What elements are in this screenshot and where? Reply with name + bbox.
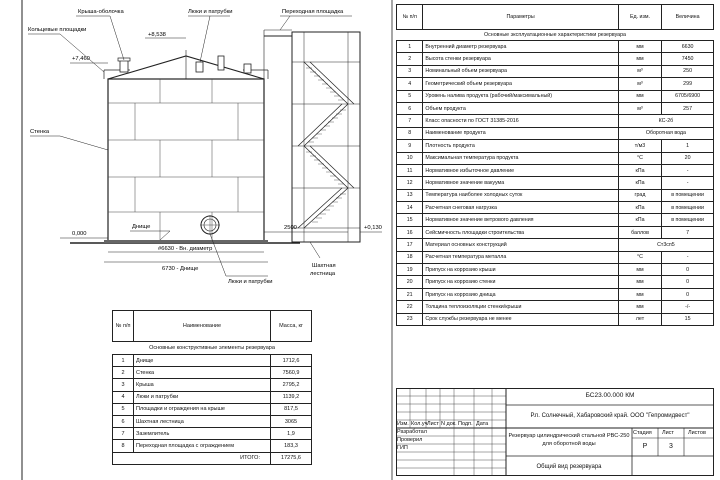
tech-cell: кПа bbox=[618, 177, 661, 189]
elements-table bbox=[112, 310, 312, 465]
stamp-col-izm: Изм. bbox=[397, 421, 409, 427]
table-row bbox=[397, 90, 714, 102]
tech-cell: 15 bbox=[662, 313, 714, 325]
elements-cell: 183,3 bbox=[271, 440, 312, 452]
table-row bbox=[397, 65, 714, 77]
tech-cell: Припуск на коррозию крыши bbox=[423, 264, 618, 276]
tech-cell: Расчетная температура металла bbox=[423, 251, 618, 263]
tech-cell: м³ bbox=[618, 65, 661, 77]
stamp-col-list: Лист bbox=[427, 421, 439, 427]
tech-cell: 3 bbox=[397, 65, 423, 77]
tech-cell: лет bbox=[618, 313, 661, 325]
elements-header: № п/п bbox=[113, 311, 134, 342]
tech-cell: Толщина теплоизоляции стенки/крыши bbox=[423, 301, 618, 313]
label-ring-platform: Кольцевые площадки bbox=[28, 27, 87, 33]
tech-cell: Припуск на коррозию стенки bbox=[423, 276, 618, 288]
tech-cell: Срок службы резервуара не менее bbox=[423, 313, 618, 325]
tech-cell: Припуск на коррозию днища bbox=[423, 288, 618, 300]
elements-cell: 2 bbox=[113, 367, 134, 379]
tech-cell: 13 bbox=[397, 189, 423, 201]
tank-wall bbox=[108, 79, 264, 242]
stamp-subtitle: Общий вид резервуара bbox=[536, 464, 602, 470]
table-row bbox=[113, 391, 312, 403]
tech-cell: 7450 bbox=[662, 53, 714, 65]
tech-cell: °С bbox=[618, 251, 661, 263]
tech-cell: 15 bbox=[397, 214, 423, 226]
tech-cell: Расчетная снеговая нагрузка bbox=[423, 202, 618, 214]
tech-cell: т/м3 bbox=[618, 140, 661, 152]
elements-cell: Днище bbox=[134, 355, 271, 367]
elements-cell: 6 bbox=[113, 415, 134, 427]
tech-cell: 257 bbox=[662, 102, 714, 114]
tech-cell: 299 bbox=[662, 78, 714, 90]
tech-cell: 14 bbox=[397, 202, 423, 214]
table-row bbox=[397, 251, 714, 263]
tech-cell: мм bbox=[618, 276, 661, 288]
elements-cell: Переходная площадка с ограждением bbox=[134, 440, 271, 452]
tech-cell: кПа bbox=[618, 164, 661, 176]
table-row bbox=[397, 301, 714, 313]
elements-total-value: 17275,6 bbox=[271, 452, 312, 464]
table-row bbox=[397, 313, 714, 325]
elements-total-label: ИТОГО: bbox=[113, 452, 271, 464]
table-row bbox=[397, 78, 714, 90]
table-row bbox=[113, 428, 312, 440]
tech-cell: 0 bbox=[662, 264, 714, 276]
table-row bbox=[397, 202, 714, 214]
tech-cell: 6630 bbox=[662, 41, 714, 53]
table-row bbox=[113, 367, 312, 379]
elements-cell: Шахтная лестница bbox=[134, 415, 271, 427]
tech-cell: 20 bbox=[662, 152, 714, 164]
stamp-sheet-hdr: Лист bbox=[662, 430, 674, 436]
tech-cell: 8 bbox=[397, 127, 423, 139]
stamp-role: ГИП bbox=[397, 445, 408, 451]
tech-cell: мм bbox=[618, 41, 661, 53]
tech-cell: мм bbox=[618, 264, 661, 276]
tech-cell: Номинальный объем резервуара bbox=[423, 65, 618, 77]
elements-cell: 3065 bbox=[271, 415, 312, 427]
tech-cell: Уровень налива продукта (рабочий/максимальный) bbox=[423, 90, 618, 102]
tech-cell: 1 bbox=[397, 41, 423, 53]
table-row bbox=[397, 115, 714, 127]
elements-body bbox=[113, 355, 312, 453]
elements-cell: 4 bbox=[113, 391, 134, 403]
dim-bottom: 6730 - Днище bbox=[162, 266, 199, 272]
tech-cell: 9 bbox=[397, 140, 423, 152]
tech-cell: м³ bbox=[618, 78, 661, 90]
tech-cell: 4 bbox=[397, 78, 423, 90]
tech-cell: в помещении bbox=[662, 189, 714, 201]
elements-cell: 8 bbox=[113, 440, 134, 452]
table-row bbox=[113, 415, 312, 427]
label-bottom: Днище bbox=[132, 224, 151, 230]
stamp-col-data: Дата bbox=[476, 421, 489, 427]
stamp-role: Разработал bbox=[397, 429, 427, 435]
table-row bbox=[113, 440, 312, 452]
stamp-col-kol: Кол.уч bbox=[411, 421, 428, 427]
tech-cell: - bbox=[662, 251, 714, 263]
tech-cell: 0 bbox=[662, 276, 714, 288]
tech-cell: 6 bbox=[397, 102, 423, 114]
tech-cell: 19 bbox=[397, 264, 423, 276]
tech-cell: 7 bbox=[397, 115, 423, 127]
tech-cell: м³ bbox=[618, 102, 661, 114]
tech-cell: мм bbox=[618, 90, 661, 102]
tech-cell: 2 bbox=[397, 53, 423, 65]
tech-header: Величина bbox=[662, 5, 714, 30]
elements-cell: 1712,6 bbox=[271, 355, 312, 367]
table-row bbox=[397, 53, 714, 65]
tech-cell: баллов bbox=[618, 226, 661, 238]
elements-cell: Стенка bbox=[134, 367, 271, 379]
elev-right: +0,130 bbox=[364, 225, 382, 231]
tech-cell: Наименование продукта bbox=[423, 127, 618, 139]
tech-cell: мм bbox=[618, 301, 661, 313]
label-hatches-bottom: Люки и патрубки bbox=[228, 279, 273, 285]
tech-cell: Ст3сп5 bbox=[618, 239, 713, 251]
elements-cell: Заземлитель bbox=[134, 428, 271, 440]
tech-cell: в помещении bbox=[662, 202, 714, 214]
table-row bbox=[397, 214, 714, 226]
tech-cell: кПа bbox=[618, 214, 661, 226]
tech-cell: кПа bbox=[618, 202, 661, 214]
label-hatches-top: Люки и патрубки bbox=[188, 9, 233, 15]
tech-body bbox=[397, 41, 714, 326]
tech-cell: 23 bbox=[397, 313, 423, 325]
stamp-stage-hdr: Стадия bbox=[633, 430, 652, 436]
table-row bbox=[397, 239, 714, 251]
tech-cell: Нормативное избыточное давление bbox=[423, 164, 618, 176]
stamp-sheets-hdr: Листов bbox=[688, 430, 706, 436]
title-block bbox=[396, 388, 714, 476]
tech-cell: 10 bbox=[397, 152, 423, 164]
stair-tower bbox=[264, 30, 360, 242]
tech-cell: Объем продукта bbox=[423, 102, 618, 114]
elements-caption: Основные конструктивные элементы резервуара bbox=[113, 342, 312, 355]
tech-cell: Нормативное значение вакуума bbox=[423, 177, 618, 189]
stamp-code: БС23.00.000 КМ bbox=[585, 392, 635, 399]
elements-cell: 5 bbox=[113, 403, 134, 415]
tech-cell: 18 bbox=[397, 251, 423, 263]
stamp-col-podp: Подп. bbox=[458, 421, 473, 427]
stamp-role: Проверил bbox=[397, 437, 423, 443]
table-row bbox=[113, 355, 312, 367]
tech-cell: Материал основных конструкций bbox=[423, 239, 618, 251]
tech-cell: Класс опасности по ГОСТ 31385-2016 bbox=[423, 115, 618, 127]
table-row bbox=[397, 152, 714, 164]
tech-header: Параметры bbox=[423, 5, 618, 30]
elements-cell: 2795,2 bbox=[271, 379, 312, 391]
stamp-col-ndok: N док. bbox=[441, 421, 457, 427]
elements-cell: 1139,2 bbox=[271, 391, 312, 403]
table-row bbox=[397, 164, 714, 176]
dim-2500: 2500 bbox=[284, 225, 297, 231]
tech-cell: 20 bbox=[397, 276, 423, 288]
tech-cell: 21 bbox=[397, 288, 423, 300]
table-row bbox=[397, 226, 714, 238]
tech-cell: 16 bbox=[397, 226, 423, 238]
tech-cell: КС-2б bbox=[618, 115, 713, 127]
stamp-title: Резервуар цилиндрический стальной РВС-250 для оборотной воды bbox=[508, 433, 630, 447]
tech-cell: Температура наиболее холодных суток bbox=[423, 189, 618, 201]
table-row bbox=[397, 189, 714, 201]
tech-cell: 11 bbox=[397, 164, 423, 176]
tech-cell: Максимальная температура продукта bbox=[423, 152, 618, 164]
tech-cell: 6705/6900 bbox=[662, 90, 714, 102]
tech-cell: Высота стенки резервуара bbox=[423, 53, 618, 65]
elements-cell: Площадки и ограждения на крыше bbox=[134, 403, 271, 415]
tech-cell: 22 bbox=[397, 301, 423, 313]
elev-wall: +7,460 bbox=[72, 56, 90, 62]
tech-cell: - bbox=[662, 177, 714, 189]
label-stair: Шахтная bbox=[312, 263, 336, 269]
table-row bbox=[397, 127, 714, 139]
tech-header: № п/п bbox=[397, 5, 423, 30]
tech-cell: 5 bbox=[397, 90, 423, 102]
tech-cell: 250 bbox=[662, 65, 714, 77]
elements-cell: 1 bbox=[113, 355, 134, 367]
elements-cell: 7560,9 bbox=[271, 367, 312, 379]
table-row bbox=[397, 177, 714, 189]
tech-header: Ед. изм. bbox=[618, 5, 661, 30]
table-row bbox=[397, 41, 714, 53]
tech-cell: Оборотная вода bbox=[618, 127, 713, 139]
tech-cell: Сейсмичность площадки строительства bbox=[423, 226, 618, 238]
tech-table bbox=[396, 4, 714, 326]
elev-zero: 0,000 bbox=[72, 231, 87, 237]
label-transition: Переходная площадка bbox=[282, 9, 344, 15]
tech-cell: Нормативное значение ветрового давления bbox=[423, 214, 618, 226]
table-row bbox=[397, 276, 714, 288]
label-stair-2: лестница bbox=[310, 271, 336, 277]
label-roof: Крыша-оболочка bbox=[78, 9, 124, 15]
tech-cell: Плотность продукта bbox=[423, 140, 618, 152]
tech-cell: °С bbox=[618, 152, 661, 164]
table-row bbox=[397, 264, 714, 276]
table-row bbox=[113, 403, 312, 415]
table-row bbox=[397, 102, 714, 114]
tech-cell: град bbox=[618, 189, 661, 201]
table-row bbox=[113, 379, 312, 391]
table-row bbox=[397, 140, 714, 152]
elements-cell: 817,5 bbox=[271, 403, 312, 415]
tech-cell: 17 bbox=[397, 239, 423, 251]
tech-cell: - bbox=[662, 164, 714, 176]
tech-caption: Основные эксплуатационные характеристики резервуара bbox=[397, 30, 714, 41]
elev-top: +8,538 bbox=[148, 32, 166, 38]
elements-cell: 3 bbox=[113, 379, 134, 391]
tech-cell: 0 bbox=[662, 288, 714, 300]
tech-cell: в помещении bbox=[662, 214, 714, 226]
tech-cell: 1 bbox=[662, 140, 714, 152]
elements-cell: Люки и патрубки bbox=[134, 391, 271, 403]
elements-cell: 7 bbox=[113, 428, 134, 440]
tech-cell: мм bbox=[618, 53, 661, 65]
tech-cell: 7 bbox=[662, 226, 714, 238]
stamp-location: Р.п. Солнечный, Хабаровский край. ООО "Гепромидвест" bbox=[530, 413, 690, 419]
stamp-stage: Р bbox=[642, 443, 648, 450]
elements-cell: Крыша bbox=[134, 379, 271, 391]
tech-cell: 12 bbox=[397, 177, 423, 189]
label-wall: Стенка bbox=[30, 129, 50, 135]
tech-cell: Геометрический объем резервуара bbox=[423, 78, 618, 90]
table-row bbox=[397, 288, 714, 300]
elements-header: Наименование bbox=[134, 311, 271, 342]
elements-cell: 1,9 bbox=[271, 428, 312, 440]
tech-cell: мм bbox=[618, 288, 661, 300]
tech-cell: -/- bbox=[662, 301, 714, 313]
dim-diameter: #6630 - Вн. диаметр bbox=[158, 246, 213, 252]
stamp-sheet: 3 bbox=[669, 443, 673, 450]
tech-cell: Внутренний диаметр резервуара bbox=[423, 41, 618, 53]
elements-header: Масса, кг bbox=[271, 311, 312, 342]
